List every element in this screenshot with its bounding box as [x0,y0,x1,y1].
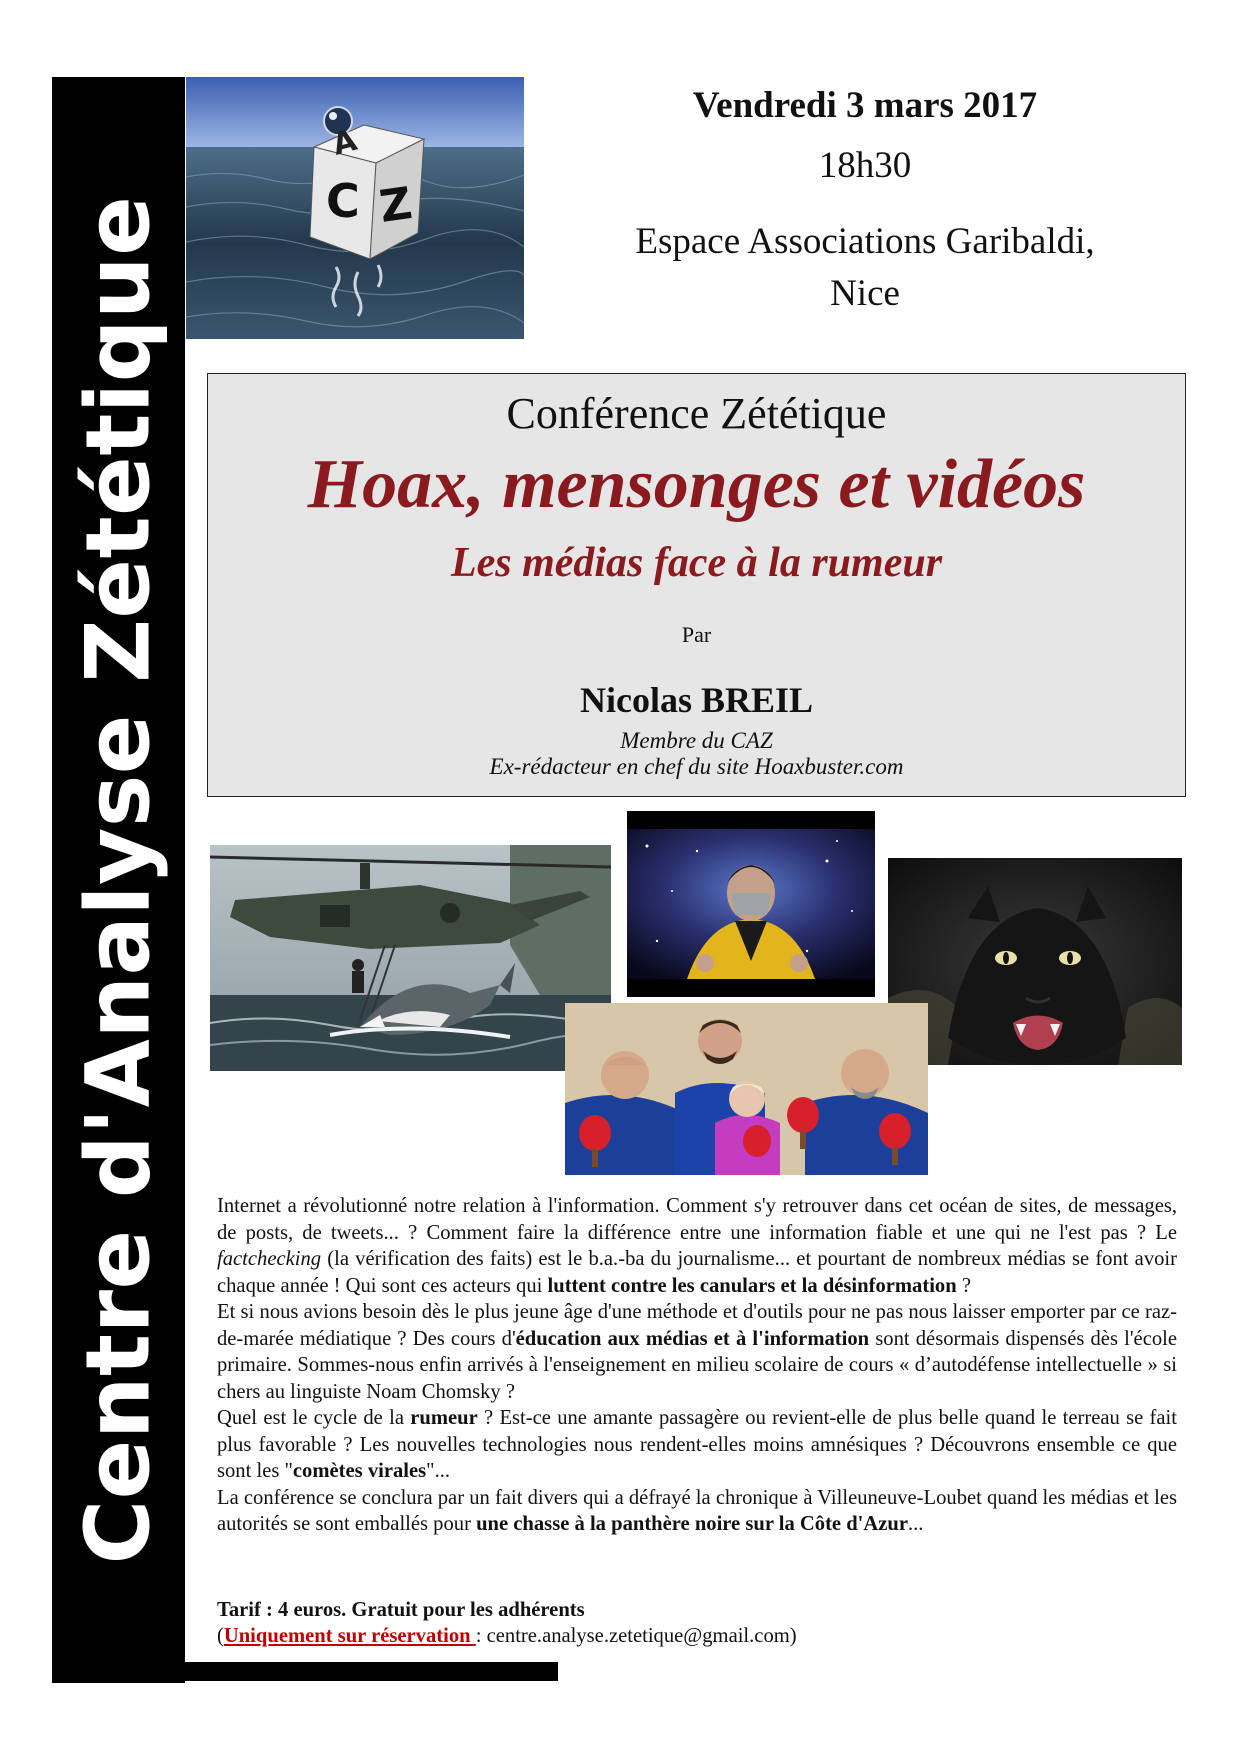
speaker-name: Nicolas BREIL [579,680,814,720]
caz-logo [186,77,524,339]
description-paragraph-2 [217,1299,1177,1405]
photo-ping-pong-team [565,1003,928,1175]
text-run: Internet a révolutionné notre relation à l'information. Comment s'y retrouver dans cet océan de sites, de messages, de posts, de tweets... ? Comment faire la différence entre une information fiable et une qui ne l'est pas ? Le [217,1195,1177,1244]
text-run: "... [426,1460,451,1482]
conference-by: Par [681,622,712,647]
logo-letter-c: C [326,174,360,228]
photo-man-in-space [627,811,875,997]
bottom-bar [52,1662,558,1681]
conference-label: Conférence Zététique [506,389,887,438]
reservation-line [217,1623,1177,1649]
event-date: Vendredi 3 mars 2017 [692,85,1038,126]
text-run: ... [908,1513,924,1535]
logo-letter-z: Z [376,177,416,233]
event-venue [540,216,1190,320]
event-venue-line1: Espace Associations Garibaldi, [635,221,1095,262]
factchecking-term: factchecking [217,1248,322,1270]
reservation-link[interactable]: Uniquement sur réservation [223,1625,476,1647]
speaker-former-role: Ex-rédacteur en chef du site Hoaxbuster.com [489,754,904,779]
photo-helicopter-shark [210,845,611,1071]
event-description [217,1193,1177,1538]
pricing-section [217,1597,1177,1649]
text-run: ( [217,1625,224,1647]
text-run: sont désormais dispensés dès l'école primaire. Sommes-nous enfin arrivés à l'enseignement en milieu scolaire de cours « d’autodéfense intellectuelle » si chers au linguiste Noam Chomsky ? [217,1327,1177,1403]
description-paragraph-4 [217,1485,1177,1538]
text-run: Et si nous avions besoin dès le plus jeune âge d'une méthode et d'outils pour ne pas nous laisser emporter par ce raz-de-marée médiatique ? Des cours d' [217,1301,1177,1350]
description-paragraph-3 [217,1405,1177,1485]
conference-box [207,373,1186,797]
highlight-text: une chasse à la panthère noire sur la Côte d'Azur [476,1513,908,1535]
contact-email: : centre.analyse.zetetique@gmail.com) [475,1625,797,1647]
logo-letter-a: A [329,122,361,163]
text-run: La conférence se conclura par un fait divers qui a défrayé la chronique à Villeuneuve-Loubet quand les médias et les autorités se sont emballés pour [217,1486,1177,1535]
highlight-text: luttent contre les canulars et la désinformation [547,1274,957,1297]
text-run: ? [956,1274,971,1297]
photo-black-panther [888,858,1182,1065]
event-time: 18h30 [818,145,912,186]
conference-title: Hoax, mensonges et vidéos [307,446,1086,523]
speaker-role: Membre du CAZ [620,728,773,753]
highlight-text: comètes virales [292,1460,427,1482]
highlight-text: rumeur [410,1407,478,1429]
event-venue-line2: Nice [830,273,900,314]
text-run: Quel est le cycle de la [217,1407,411,1429]
text-run: (la vérification des faits) est le b.a.-ba du journalisme... et pourtant de nombreux médias se font avoir chaque année ! Qui sont ces acteurs qui [217,1248,1177,1297]
price-info: Tarif : 4 euros. Gratuit pour les adhérents [217,1599,585,1621]
text-run: ? Est-ce une amante passagère ou revient-elle de plus belle quand le terreau se fait plus favorable ? Les nouvelles technologies nous rendent-elles moins amnésiques ? Découvrons ensemble ce que sont les " [217,1407,1177,1482]
description-paragraph-1 [217,1193,1177,1299]
highlight-text: éducation aux médias et à l'information [515,1327,870,1350]
conference-subtitle: Les médias face à la rumeur [450,540,943,586]
sidebar-title: Centre d'Analyse Zététique [66,195,170,1565]
